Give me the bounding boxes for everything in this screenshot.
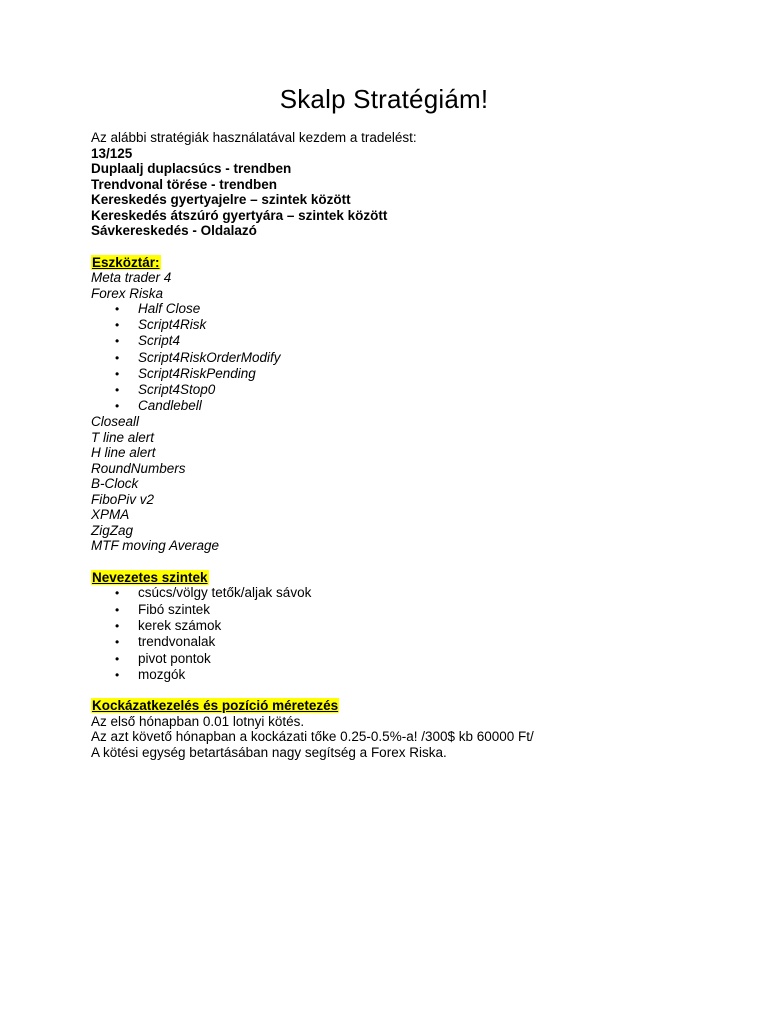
tools-heading: Eszköztár: <box>92 254 160 270</box>
tool-item: RoundNumbers <box>91 460 186 476</box>
tool-item: MTF moving Average <box>91 538 220 554</box>
list-item <box>91 317 731 333</box>
tool-item: B-Clock <box>91 476 139 492</box>
list-item <box>91 634 731 650</box>
tool-item: Meta trader 4 <box>91 270 172 285</box>
list-item <box>91 350 731 366</box>
risk-line: Az azt követő hónapban a kockázati tőke 0.25-0.5%-a! /300$ kb 60000 Ft/ <box>91 729 534 745</box>
bullet-icon: • <box>115 635 120 650</box>
bullet-icon: • <box>115 302 120 316</box>
strategy-item: Trendvonal törése - trendben <box>91 176 278 192</box>
spacer <box>91 683 731 698</box>
tool-item: H line alert <box>91 445 156 461</box>
list-item-label: kerek számok <box>138 618 222 634</box>
list-item-label: Script4Stop0 <box>138 382 216 398</box>
strategy-item: Kereskedés átszúró gyertyára – szintek között <box>91 207 388 223</box>
list-item-label: Fibó szintek <box>138 601 211 617</box>
bullet-icon: • <box>115 350 120 365</box>
list-item-label: Script4RiskPending <box>138 365 256 381</box>
risk-line: Az első hónapban 0.01 lotnyi kötés. <box>91 713 305 729</box>
document-body <box>91 130 731 760</box>
list-item <box>91 651 731 667</box>
strategy-item: Sávkereskedés - Oldalazó <box>91 223 257 238</box>
tool-item: Closeall <box>91 414 140 430</box>
ratio-text: 13/125 <box>91 145 133 161</box>
spacer <box>91 554 731 570</box>
list-item <box>91 667 731 683</box>
list-item-label: Candlebell <box>138 398 202 414</box>
intro-text: Az alábbi stratégiák használatával kezdem a tradelést: <box>91 130 417 145</box>
levels-heading: Nevezetes szintek <box>92 569 208 585</box>
levels-bullet-list <box>91 585 731 683</box>
tool-item: T line alert <box>91 429 155 445</box>
list-item-label: Script4RiskOrderModify <box>138 349 281 365</box>
bullet-icon: • <box>115 334 120 349</box>
bullet-icon: • <box>115 667 120 682</box>
list-item <box>91 602 731 618</box>
bullet-icon: • <box>115 366 120 381</box>
risk-section <box>91 698 731 760</box>
list-item <box>91 382 731 398</box>
bullet-icon: • <box>115 586 120 601</box>
risk-heading: Kockázatkezelés és pozíció méretezés <box>92 698 339 714</box>
levels-section <box>91 570 731 683</box>
bullet-icon: • <box>115 651 120 666</box>
bullet-icon: • <box>115 399 120 414</box>
list-item-label: csúcs/völgy tetők/aljak sávok <box>138 585 312 601</box>
list-item <box>91 585 731 601</box>
bullet-icon: • <box>115 318 120 333</box>
tool-item: XPMA <box>91 507 130 523</box>
list-item-label: Script4 <box>138 333 181 349</box>
list-item-label: pivot pontok <box>138 650 211 666</box>
strategy-item: Duplaalj duplacsúcs - trendben <box>91 161 292 176</box>
risk-line: A kötési egység betartásában nagy segítség a Forex Riska. <box>91 744 447 760</box>
tool-item: ZigZag <box>91 522 134 538</box>
document-title: Skalp Stratégiám! <box>279 84 489 114</box>
list-item <box>91 398 731 414</box>
list-item <box>91 333 731 349</box>
list-item-label: mozgók <box>138 666 186 682</box>
tools-section <box>91 255 731 554</box>
strategy-list <box>91 161 731 239</box>
tool-item: Forex Riska <box>91 285 164 301</box>
list-item-label: trendvonalak <box>138 634 216 650</box>
bullet-icon: • <box>115 602 120 617</box>
bullet-icon: • <box>115 619 120 634</box>
list-item <box>91 618 731 634</box>
list-item <box>91 301 731 317</box>
strategy-item: Kereskedés gyertyajelre – szintek között <box>91 192 351 207</box>
tool-bullet-list <box>91 301 731 414</box>
spacer <box>91 239 731 255</box>
bullet-icon: • <box>115 383 120 398</box>
list-item-label: Script4Risk <box>138 317 207 333</box>
tool-item: FiboPiv v2 <box>91 491 155 507</box>
list-item-label: Half Close <box>138 301 201 316</box>
list-item <box>91 366 731 382</box>
